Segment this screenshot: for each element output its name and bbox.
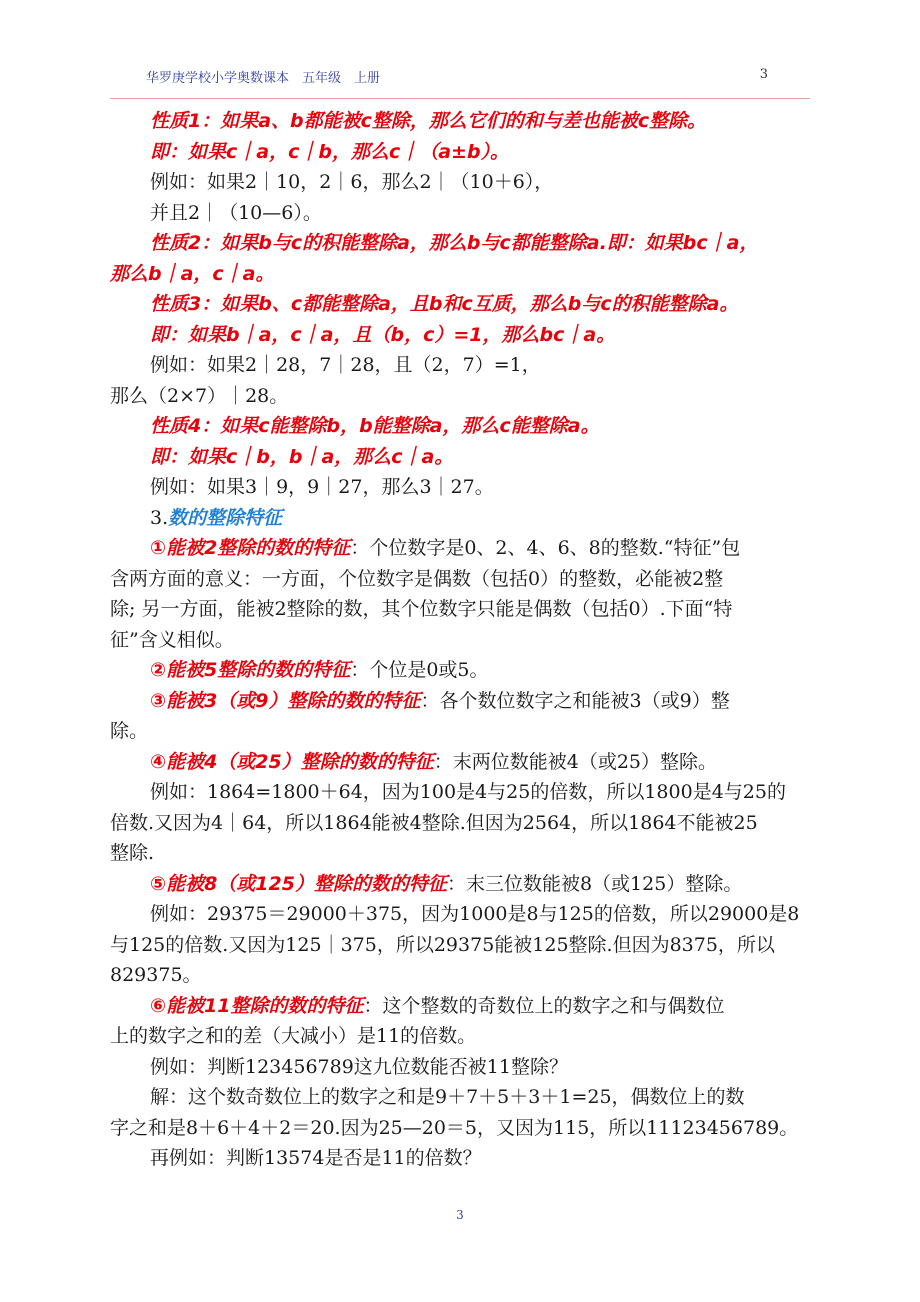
feature-8-125-heading: ⑤能被8（或125）整除的数的特征 [150,872,447,895]
example-11 [110,1052,810,1083]
header-page-number: 3 [759,67,768,82]
section-heading [110,503,810,534]
property-2-cont: 那么b｜a，c｜a。 [110,262,275,285]
example-8-125-line-3: 829375。 [110,964,202,986]
page-footer-number: 3 [456,1208,464,1222]
property-4-formula: 即：如果c｜b，b｜a，那么c｜a。 [150,445,454,468]
feature-11-text-2: 上的数字之和的差（大减小）是11的倍数。 [110,1025,477,1047]
header-title: 华罗庚学校小学奥数课本 五年级 上册 [146,71,381,86]
section-number: 3. [150,506,169,529]
feature-11-heading: ⑥能被11整除的数的特征 [150,994,364,1017]
example-11-b [110,1143,810,1174]
property-3: 性质3：如果b、c都能整除a，且b和c互质，那么b与c的积能整除a。 [150,293,739,315]
example-4-25 [110,777,810,869]
feature-4-25 [110,747,810,778]
page-body [110,106,810,1174]
feature-2-text-2: 含两方面的意义：一方面，个位数字是偶数（包括0）的整数，必能被2整 [110,567,724,590]
page-header [110,62,810,99]
property-1-formula: 即：如果c｜a，c｜b，那么c｜（a±b）。 [150,140,510,163]
feature-11-text-1: ：这个整数的奇数位上的数字之和与偶数位 [363,994,725,1017]
feature-11 [110,991,810,1052]
example-4-25-line-1: 例如：1864=1800＋64，因为100是4与25的倍数，所以1800是4与25的 [150,781,786,803]
feature-2-text-3: 除; 另一方面，能被2整除的数，其个位数字只能是偶数（包括0）.下面“特 [110,598,733,620]
feature-2 [110,533,810,655]
feature-3-9-heading: ③能被3（或9）整除的数的特征 [150,689,421,712]
feature-3-9-text-1: ：各个数位数字之和能被3（或9）整 [420,689,730,712]
property-2: 性质2：如果b与c的积能整除a，那么b与c都能整除a.即：如果bc｜a， [150,232,759,254]
solution-11-line-2: 字之和是8＋6＋4＋2＝20.因为25—20＝5，又因为115，所以11123456789。 [110,1116,799,1139]
property-1: 性质1：如果a、b都能被c整除，那么它们的和与差也能被c整除。 [150,110,707,132]
example-4-25-line-3: 整除. [110,842,155,864]
section-title: 数的整除特征 [168,506,283,529]
example-11-line: 例如：判断123456789这九位数能否被11整除？ [150,1055,568,1078]
example-4-line: 例如：如果3｜9，9｜27，那么3｜27。 [150,476,494,498]
feature-5-text: ：个位是0或5。 [350,659,489,681]
example-4-25-line-2: 倍数.又因为4｜64，所以1864能被4整除.但因为2564，所以1864不能被25 [110,811,758,834]
example-8-125-line-2: 与125的倍数.又因为125｜375，所以29375能被125整除.但因为8375，所以 [110,933,775,956]
example-8-125 [110,899,810,991]
example-8-125-line-1: 例如：29375＝29000＋375，因为1000是8与125的倍数，所以29000是8 [150,903,800,925]
example-11-b-line: 再例如：判断13574是否是11的倍数？ [150,1147,482,1169]
feature-2-text-1: ：个位数字是0、2、4、6、8的整数.“特征”包 [350,537,741,559]
property-3-formula: 即：如果b｜a，c｜a，且（b，c）=1，那么bc｜a。 [150,323,616,346]
feature-2-heading: ①能被2整除的数的特征 [150,537,351,559]
solution-11-line-1: 解：这个数奇数位上的数字之和是9＋7＋5＋3＋1=25，偶数位上的数 [150,1086,745,1108]
example-3-line-1: 例如：如果2｜28，7｜28，且（2，7）=1， [150,354,541,376]
example-1-line-1: 例如：如果2｜10，2｜6，那么2｜（10＋6）， [150,171,554,193]
feature-5 [110,655,810,686]
feature-5-heading: ②能被5整除的数的特征 [150,659,351,681]
property-4: 性质4：如果c能整除b，b能整除a，那么c能整除a。 [150,415,600,437]
feature-2-text-4: 征”含义相似。 [110,628,234,651]
feature-4-25-heading: ④能被4（或25）整除的数的特征 [150,750,434,773]
example-3-line-2: 那么（2×7）｜28。 [110,384,289,407]
feature-8-125 [110,869,810,900]
feature-3-9 [110,686,810,747]
example-1-line-2: 并且2｜（10—6）。 [150,201,322,224]
solution-11 [110,1082,810,1143]
feature-3-9-text-2: 除。 [110,720,149,742]
feature-8-125-text: ：末三位数能被8（或125）整除。 [446,872,743,895]
feature-4-25-text: ：末两位数能被4（或25）整除。 [433,750,718,773]
